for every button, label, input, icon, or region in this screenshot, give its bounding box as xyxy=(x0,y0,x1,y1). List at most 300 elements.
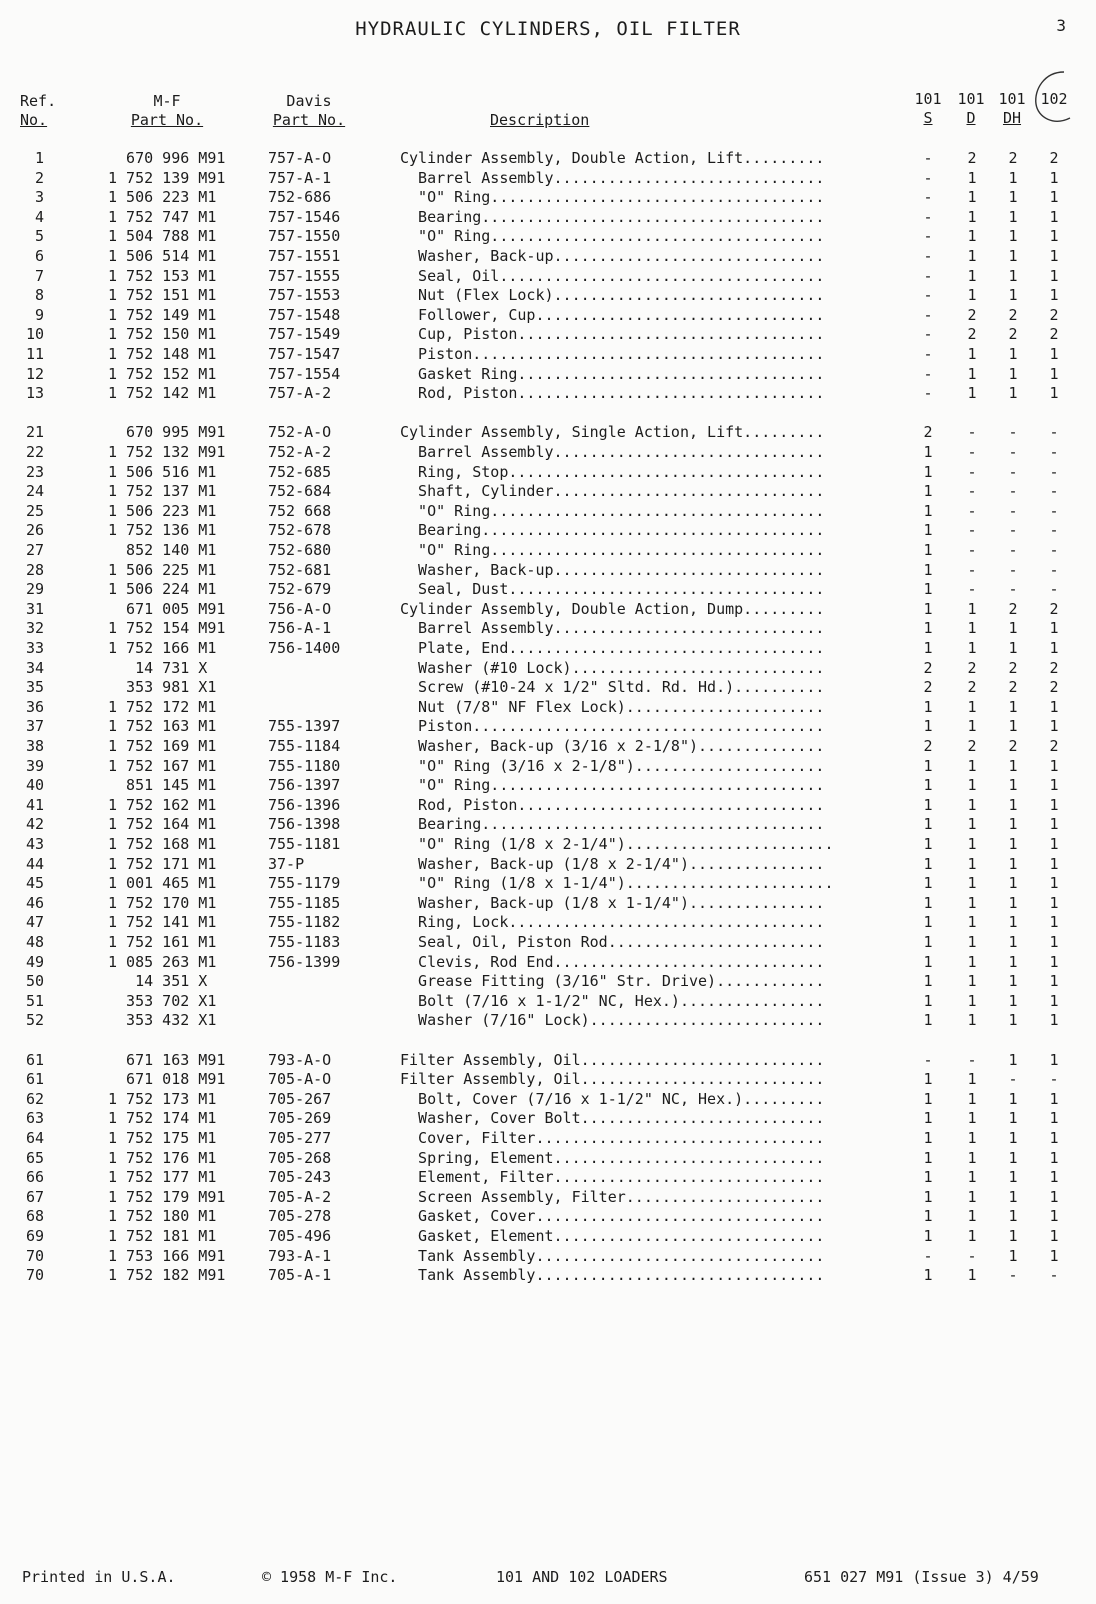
description-cell: Bearing...................................... xyxy=(400,208,825,226)
quantity-cell: 1 xyxy=(1049,1149,1059,1167)
quantity-cell: - xyxy=(967,561,977,579)
quantity-cell: - xyxy=(923,149,933,167)
ref-header: Ref. No. xyxy=(20,92,57,129)
table-row xyxy=(0,874,1096,893)
description-cell: Gasket, Element.............................. xyxy=(400,1227,825,1245)
model-101dh-header: 101 DH xyxy=(998,90,1026,127)
description-cell: Screen Assembly, Filter...................... xyxy=(400,1188,825,1206)
quantity-cell: 1 xyxy=(1049,815,1059,833)
table-row xyxy=(0,286,1096,305)
mf-part-number-cell: 670 996 M91 xyxy=(108,149,226,167)
description-cell: "O" Ring..................................... xyxy=(400,502,825,520)
quantity-cell: 1 xyxy=(1008,1247,1018,1265)
davis-part-number-cell: 757-A-O xyxy=(268,149,332,167)
quantity-cell: - xyxy=(1049,580,1059,598)
mf-part-number-cell: 1 752 162 M1 xyxy=(108,796,217,814)
quantity-cell: 1 xyxy=(1049,894,1059,912)
ref-cell: 61 xyxy=(25,1051,44,1069)
ref-cell: 27 xyxy=(25,541,44,559)
quantity-cell: 1 xyxy=(1008,169,1018,187)
table-row xyxy=(0,796,1096,815)
ref-cell: 5 xyxy=(34,227,44,245)
table-row xyxy=(0,208,1096,227)
mf-part-number-cell: 353 981 X1 xyxy=(108,678,217,696)
davis-part-number-cell: 752-679 xyxy=(268,580,332,598)
quantity-cell: - xyxy=(1008,521,1018,539)
ref-cell: 61 xyxy=(25,1070,44,1088)
description-cell: "O" Ring..................................... xyxy=(400,188,825,206)
quantity-cell: 1 xyxy=(1008,776,1018,794)
quantity-cell: 1 xyxy=(967,208,977,226)
description-cell: Filter Assembly, Oil........................... xyxy=(400,1070,825,1088)
table-row xyxy=(0,992,1096,1011)
quantity-cell: 1 xyxy=(967,227,977,245)
quantity-cell: 1 xyxy=(1049,169,1059,187)
table-row xyxy=(0,639,1096,658)
quantity-cell: 1 xyxy=(923,1188,933,1206)
mf-part-number-cell: 1 752 154 M91 xyxy=(108,619,226,637)
davis-part-number-cell: 705-278 xyxy=(268,1207,332,1225)
quantity-cell: 1 xyxy=(967,169,977,187)
table-row xyxy=(0,953,1096,972)
quantity-cell: - xyxy=(967,463,977,481)
quantity-cell: 1 xyxy=(1008,717,1018,735)
mf-part-number-cell: 1 752 142 M1 xyxy=(108,384,217,402)
description-cell: Rod, Piston.................................. xyxy=(400,796,825,814)
table-row xyxy=(0,1129,1096,1148)
quantity-cell: 2 xyxy=(923,678,933,696)
quantity-cell: 1 xyxy=(1008,835,1018,853)
quantity-cell: - xyxy=(1049,443,1059,461)
model-101s-header: 101 S xyxy=(914,90,942,127)
mf-part-number-cell: 1 752 182 M91 xyxy=(108,1266,226,1284)
quantity-cell: - xyxy=(923,325,933,343)
mf-part-number-cell: 353 432 X1 xyxy=(108,1011,217,1029)
quantity-cell: - xyxy=(923,1247,933,1265)
davis-part-number-cell: 757-1553 xyxy=(268,286,341,304)
davis-part-number-cell: 757-1546 xyxy=(268,208,341,226)
quantity-cell: 1 xyxy=(1008,1109,1018,1127)
davis-part-number-cell: 705-A-2 xyxy=(268,1188,332,1206)
mf-part-number-cell: 1 752 150 M1 xyxy=(108,325,217,343)
quantity-cell: 1 xyxy=(1008,1129,1018,1147)
quantity-cell: 2 xyxy=(967,659,977,677)
quantity-cell: - xyxy=(967,1051,977,1069)
mf-part-number-cell: 1 752 176 M1 xyxy=(108,1149,217,1167)
quantity-cell: - xyxy=(967,541,977,559)
ref-cell: 11 xyxy=(25,345,44,363)
quantity-cell: 1 xyxy=(967,1188,977,1206)
description-cell: Washer (7/16" Lock).......................... xyxy=(400,1011,825,1029)
description-cell: Washer, Back-up (1/8 x 2-1/4")............... xyxy=(400,855,825,873)
table-row xyxy=(0,521,1096,540)
quantity-cell: 1 xyxy=(923,894,933,912)
quantity-cell: - xyxy=(1008,561,1018,579)
description-cell: "O" Ring (1/8 x 1-1/4")....................... xyxy=(400,874,834,892)
ref-cell: 46 xyxy=(25,894,44,912)
quantity-cell: 1 xyxy=(967,855,977,873)
mf-part-header: M-F Part No. xyxy=(130,92,204,129)
quantity-cell: 1 xyxy=(967,717,977,735)
davis-part-number-cell: 752-A-2 xyxy=(268,443,332,461)
quantity-cell: 1 xyxy=(1008,953,1018,971)
table-row xyxy=(0,1266,1096,1285)
ref-cell: 39 xyxy=(25,757,44,775)
description-cell: Cylinder Assembly, Single Action, Lift......... xyxy=(400,423,825,441)
quantity-cell: 1 xyxy=(1008,384,1018,402)
ref-cell: 23 xyxy=(25,463,44,481)
quantity-cell: 1 xyxy=(967,639,977,657)
quantity-cell: 1 xyxy=(1008,913,1018,931)
description-cell: Barrel Assembly.............................. xyxy=(400,169,825,187)
mf-part-number-cell: 1 752 181 M1 xyxy=(108,1227,217,1245)
mf-part-number-cell: 852 140 M1 xyxy=(108,541,217,559)
mf-part-number-cell: 1 752 177 M1 xyxy=(108,1168,217,1186)
mf-part-number-cell: 1 506 225 M1 xyxy=(108,561,217,579)
quantity-cell: 1 xyxy=(1049,992,1059,1010)
quantity-cell: 1 xyxy=(1049,619,1059,637)
description-cell: Nut (7/8" NF Flex Lock)...................... xyxy=(400,698,825,716)
ref-cell: 41 xyxy=(25,796,44,814)
davis-part-number-cell: 705-268 xyxy=(268,1149,332,1167)
quantity-cell: - xyxy=(923,227,933,245)
ref-cell: 40 xyxy=(25,776,44,794)
quantity-cell: 1 xyxy=(923,1168,933,1186)
quantity-cell: 1 xyxy=(923,600,933,618)
quantity-cell: 1 xyxy=(1008,227,1018,245)
table-row xyxy=(0,659,1096,678)
quantity-cell: 1 xyxy=(1049,267,1059,285)
mf-part-number-cell: 1 752 151 M1 xyxy=(108,286,217,304)
quantity-cell: 1 xyxy=(1049,698,1059,716)
description-cell: Spring, Element.............................. xyxy=(400,1149,825,1167)
quantity-cell: 1 xyxy=(967,1168,977,1186)
quantity-cell: 1 xyxy=(967,894,977,912)
description-cell: Bearing...................................... xyxy=(400,521,825,539)
quantity-cell: 1 xyxy=(1049,933,1059,951)
quantity-cell: 1 xyxy=(1049,639,1059,657)
footer-document-number: 651 027 M91 (Issue 3) 4/59 xyxy=(804,1568,1039,1586)
davis-part-number-cell: 757-1548 xyxy=(268,306,341,324)
quantity-cell: 1 xyxy=(923,815,933,833)
table-row xyxy=(0,1149,1096,1168)
ref-cell: 48 xyxy=(25,933,44,951)
page-number: 3 xyxy=(1056,16,1066,35)
quantity-cell: 2 xyxy=(923,423,933,441)
mf-part-number-cell: 14 731 X xyxy=(108,659,208,677)
quantity-cell: 1 xyxy=(1008,1051,1018,1069)
mf-part-number-cell: 1 752 173 M1 xyxy=(108,1090,217,1108)
quantity-cell: 1 xyxy=(923,855,933,873)
quantity-cell: 2 xyxy=(1008,659,1018,677)
davis-part-number-cell: 757-1549 xyxy=(268,325,341,343)
quantity-cell: 1 xyxy=(1049,913,1059,931)
davis-part-number-cell: 793-A-1 xyxy=(268,1247,332,1265)
table-row xyxy=(0,267,1096,286)
quantity-cell: 1 xyxy=(967,953,977,971)
quantity-cell: - xyxy=(923,169,933,187)
quantity-cell: 1 xyxy=(1049,953,1059,971)
mf-part-number-cell: 670 995 M91 xyxy=(108,423,226,441)
description-cell: Washer, Back-up (1/8 x 1-1/4")............... xyxy=(400,894,825,912)
ref-cell: 47 xyxy=(25,913,44,931)
quantity-cell: 1 xyxy=(923,541,933,559)
quantity-cell: - xyxy=(923,188,933,206)
quantity-cell: 1 xyxy=(967,1109,977,1127)
davis-part-number-cell: 756-A-O xyxy=(268,600,332,618)
description-cell: Plate, End................................... xyxy=(400,639,825,657)
quantity-cell: - xyxy=(923,306,933,324)
ref-cell: 13 xyxy=(25,384,44,402)
quantity-cell: 1 xyxy=(967,913,977,931)
mf-part-number-cell: 1 752 139 M91 xyxy=(108,169,226,187)
ref-cell: 64 xyxy=(25,1129,44,1147)
description-cell: Seal, Oil.................................... xyxy=(400,267,825,285)
quantity-cell: 1 xyxy=(923,619,933,637)
ref-cell: 10 xyxy=(25,325,44,343)
quantity-cell: 1 xyxy=(1049,1247,1059,1265)
quantity-cell: 1 xyxy=(967,992,977,1010)
quantity-cell: 1 xyxy=(967,1129,977,1147)
quantity-cell: 1 xyxy=(1008,286,1018,304)
table-row xyxy=(0,502,1096,521)
quantity-cell: - xyxy=(1049,561,1059,579)
quantity-cell: 1 xyxy=(923,1109,933,1127)
footer-product: 101 AND 102 LOADERS xyxy=(496,1568,668,1586)
mf-part-number-cell: 1 753 166 M91 xyxy=(108,1247,226,1265)
quantity-cell: 1 xyxy=(1049,1188,1059,1206)
mf-part-number-cell: 671 163 M91 xyxy=(108,1051,226,1069)
quantity-cell: 1 xyxy=(923,1090,933,1108)
ref-cell: 50 xyxy=(25,972,44,990)
davis-part-number-cell: 757-1551 xyxy=(268,247,341,265)
ref-cell: 37 xyxy=(25,717,44,735)
model-102-header: 102 xyxy=(1040,90,1068,108)
ref-cell: 21 xyxy=(25,423,44,441)
table-row xyxy=(0,561,1096,580)
davis-part-number-cell: 756-1400 xyxy=(268,639,341,657)
quantity-cell: 1 xyxy=(967,698,977,716)
quantity-cell: 1 xyxy=(1049,874,1059,892)
quantity-cell: - xyxy=(923,286,933,304)
quantity-cell: 2 xyxy=(1049,678,1059,696)
quantity-cell: 1 xyxy=(1049,188,1059,206)
davis-part-number-cell: 752-681 xyxy=(268,561,332,579)
quantity-cell: 1 xyxy=(923,1227,933,1245)
footer-printed: Printed in U.S.A. xyxy=(22,1568,176,1586)
quantity-cell: 1 xyxy=(967,267,977,285)
ref-cell: 35 xyxy=(25,678,44,696)
quantity-cell: 1 xyxy=(1049,1207,1059,1225)
table-row xyxy=(0,1051,1096,1070)
table-row xyxy=(0,227,1096,246)
quantity-cell: 1 xyxy=(1049,1109,1059,1127)
quantity-cell: - xyxy=(967,423,977,441)
table-row xyxy=(0,365,1096,384)
mf-part-number-cell: 353 702 X1 xyxy=(108,992,217,1010)
quantity-cell: - xyxy=(1049,1070,1059,1088)
davis-part-number-cell: 757-1547 xyxy=(268,345,341,363)
description-cell: Ring, Stop................................... xyxy=(400,463,825,481)
mf-part-number-cell: 1 752 164 M1 xyxy=(108,815,217,833)
quantity-cell: 1 xyxy=(1008,619,1018,637)
mf-part-number-cell: 1 752 163 M1 xyxy=(108,717,217,735)
table-row xyxy=(0,913,1096,932)
description-cell: Tank Assembly................................ xyxy=(400,1247,825,1265)
quantity-cell: - xyxy=(967,502,977,520)
table-row xyxy=(0,169,1096,188)
quantity-cell: 1 xyxy=(1049,1168,1059,1186)
quantity-cell: - xyxy=(923,267,933,285)
mf-part-number-cell: 1 752 166 M1 xyxy=(108,639,217,657)
quantity-cell: 1 xyxy=(1049,345,1059,363)
quantity-cell: 1 xyxy=(967,874,977,892)
quantity-cell: 1 xyxy=(1008,1168,1018,1186)
mf-part-number-cell: 1 752 167 M1 xyxy=(108,757,217,775)
mf-part-number-cell: 1 752 175 M1 xyxy=(108,1129,217,1147)
ref-cell: 63 xyxy=(25,1109,44,1127)
quantity-cell: 1 xyxy=(923,835,933,853)
quantity-cell: 1 xyxy=(1008,992,1018,1010)
quantity-cell: 2 xyxy=(967,737,977,755)
davis-part-number-cell: 705-496 xyxy=(268,1227,332,1245)
ref-cell: 7 xyxy=(34,267,44,285)
quantity-cell: 1 xyxy=(1049,855,1059,873)
quantity-cell: 1 xyxy=(923,717,933,735)
table-row xyxy=(0,1227,1096,1246)
table-row xyxy=(0,619,1096,638)
quantity-cell: 1 xyxy=(1008,815,1018,833)
description-cell: Washer, Cover Bolt........................... xyxy=(400,1109,825,1127)
ref-cell: 31 xyxy=(25,600,44,618)
quantity-cell: 2 xyxy=(1008,149,1018,167)
quantity-cell: 1 xyxy=(923,933,933,951)
quantity-cell: - xyxy=(1049,521,1059,539)
quantity-cell: 1 xyxy=(967,1011,977,1029)
description-cell: Cover, Filter................................ xyxy=(400,1129,825,1147)
ref-cell: 28 xyxy=(25,561,44,579)
davis-part-number-cell: 756-1396 xyxy=(268,796,341,814)
quantity-cell: 1 xyxy=(1008,1090,1018,1108)
quantity-cell: - xyxy=(923,247,933,265)
table-row xyxy=(0,1011,1096,1030)
quantity-cell: 1 xyxy=(1008,972,1018,990)
davis-part-number-cell: 752-A-O xyxy=(268,423,332,441)
description-cell: Gasket Ring.................................. xyxy=(400,365,825,383)
quantity-cell: 1 xyxy=(967,933,977,951)
quantity-cell: 1 xyxy=(923,698,933,716)
quantity-cell: 1 xyxy=(923,502,933,520)
quantity-cell: - xyxy=(1049,541,1059,559)
table-row xyxy=(0,815,1096,834)
table-row xyxy=(0,835,1096,854)
ref-cell: 62 xyxy=(25,1090,44,1108)
quantity-cell: 2 xyxy=(1008,306,1018,324)
ref-cell: 65 xyxy=(25,1149,44,1167)
quantity-cell: 1 xyxy=(923,1011,933,1029)
description-cell: Barrel Assembly.............................. xyxy=(400,443,825,461)
table-row xyxy=(0,1109,1096,1128)
table-row xyxy=(0,678,1096,697)
description-cell: "O" Ring..................................... xyxy=(400,776,825,794)
table-row xyxy=(0,1188,1096,1207)
description-header: Description xyxy=(490,111,590,129)
quantity-cell: 1 xyxy=(1008,345,1018,363)
quantity-cell: 2 xyxy=(1049,737,1059,755)
mf-part-number-cell: 1 752 174 M1 xyxy=(108,1109,217,1127)
davis-part-number-cell: 705-243 xyxy=(268,1168,332,1186)
description-cell: Gasket, Cover................................ xyxy=(400,1207,825,1225)
table-row xyxy=(0,776,1096,795)
table-row xyxy=(0,1168,1096,1187)
table-row xyxy=(0,600,1096,619)
ref-cell: 42 xyxy=(25,815,44,833)
davis-part-number-cell: 705-267 xyxy=(268,1090,332,1108)
description-cell: "O" Ring (3/16 x 2-1/8")..................... xyxy=(400,757,825,775)
quantity-cell: 1 xyxy=(1049,717,1059,735)
ref-cell: 44 xyxy=(25,855,44,873)
ref-cell: 36 xyxy=(25,698,44,716)
quantity-cell: 1 xyxy=(967,1266,977,1284)
quantity-cell: - xyxy=(967,482,977,500)
description-cell: Ring, Lock................................... xyxy=(400,913,825,931)
mf-part-number-cell: 1 752 179 M91 xyxy=(108,1188,226,1206)
quantity-cell: 1 xyxy=(967,796,977,814)
quantity-cell: 1 xyxy=(1008,247,1018,265)
table-row xyxy=(0,188,1096,207)
description-cell: Clevis, Rod End.............................. xyxy=(400,953,825,971)
quantity-cell: 1 xyxy=(1008,757,1018,775)
quantity-cell: 2 xyxy=(1049,659,1059,677)
davis-part-number-cell: 757-A-1 xyxy=(268,169,332,187)
table-row xyxy=(0,933,1096,952)
quantity-cell: 1 xyxy=(1008,1149,1018,1167)
quantity-cell: 1 xyxy=(923,482,933,500)
quantity-cell: 1 xyxy=(967,776,977,794)
quantity-cell: 2 xyxy=(967,678,977,696)
quantity-cell: 1 xyxy=(1049,365,1059,383)
table-row xyxy=(0,737,1096,756)
quantity-cell: - xyxy=(1049,482,1059,500)
table-row xyxy=(0,345,1096,364)
quantity-cell: 1 xyxy=(923,521,933,539)
description-cell: Washer, Back-up.............................. xyxy=(400,247,825,265)
quantity-cell: 1 xyxy=(1049,247,1059,265)
mf-part-number-cell: 1 506 223 M1 xyxy=(108,502,217,520)
quantity-cell: 1 xyxy=(1049,835,1059,853)
quantity-cell: - xyxy=(1008,463,1018,481)
quantity-cell: 2 xyxy=(967,306,977,324)
description-cell: Washer (#10 Lock)............................ xyxy=(400,659,825,677)
quantity-cell: 2 xyxy=(1049,306,1059,324)
ref-cell: 67 xyxy=(25,1188,44,1206)
quantity-cell: 1 xyxy=(1008,1011,1018,1029)
model-101d-header: 101 D xyxy=(957,90,985,127)
quantity-cell: - xyxy=(1008,482,1018,500)
quantity-cell: - xyxy=(923,384,933,402)
description-cell: "O" Ring (1/8 x 2-1/4")....................... xyxy=(400,835,834,853)
quantity-cell: 1 xyxy=(1049,776,1059,794)
description-cell: "O" Ring..................................... xyxy=(400,541,825,559)
quantity-cell: 1 xyxy=(967,1207,977,1225)
davis-part-number-cell: 756-A-1 xyxy=(268,619,332,637)
quantity-cell: 1 xyxy=(923,1207,933,1225)
davis-part-number-cell: 755-1185 xyxy=(268,894,341,912)
mf-part-number-cell: 1 752 148 M1 xyxy=(108,345,217,363)
quantity-cell: - xyxy=(1008,541,1018,559)
quantity-cell: - xyxy=(1008,1070,1018,1088)
quantity-cell: 1 xyxy=(1008,639,1018,657)
